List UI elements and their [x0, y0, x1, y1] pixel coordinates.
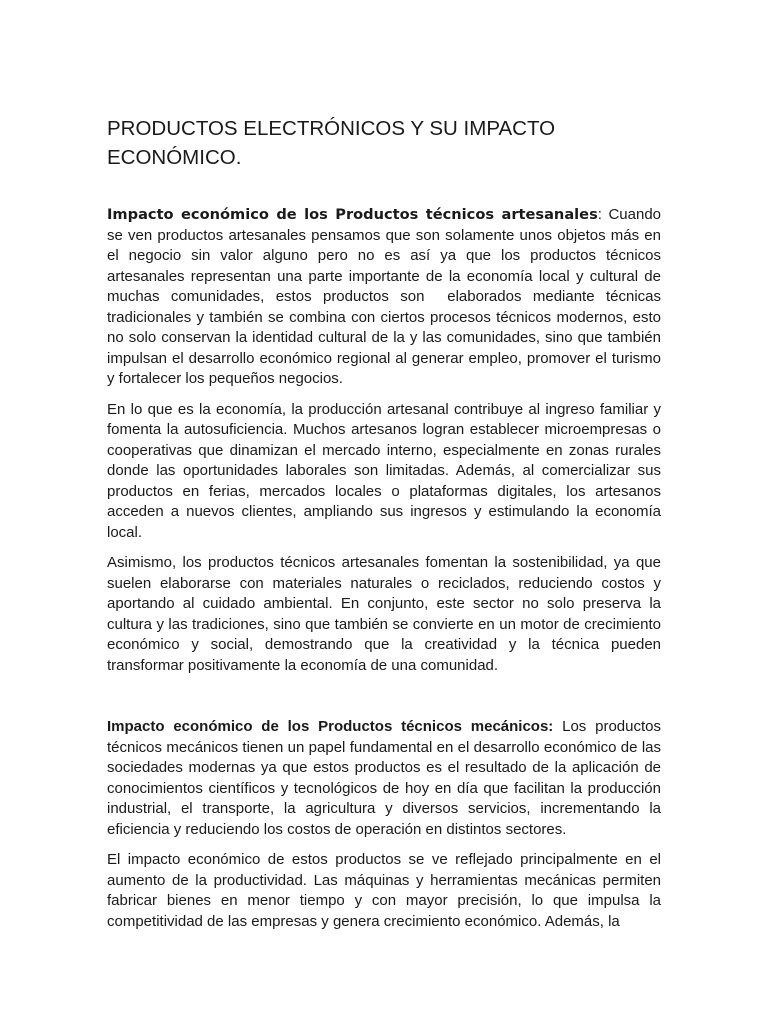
paragraph-artesanales-intro [107, 205, 666, 390]
paragraph-productividad: El impacto económico de estos productos se ve reflejado principalmente en el aumento de la productividad. Las máquinas y herramientas mecánicas permiten fabricar bienes en menor tiempo y con mayor precisión, lo que impulsa la competitividad de las empresas y genera crecimiento económico. Además, la [107, 851, 666, 930]
paragraph-sostenibilidad: Asimismo, los productos técnicos artesanales fomentan la sostenibilidad, ya que suelen elaborarse con materiales naturales o reciclados, reduciendo costos y aportando al cuidado ambiental. En conjunto, este sector no solo preserva la cultura y las tradiciones, sino que también se convierte en un motor de crecimiento económico y social, demostrando que la creatividad y la técnica pueden transformar positivamente la economía de una comunidad. [107, 554, 666, 674]
section-heading-mecanicos: Impacto económico de los Productos técnicos mecánicos: [107, 718, 554, 735]
section-heading-artesanales-colon: : [597, 206, 602, 223]
paragraph-mecanicos-intro [107, 717, 666, 840]
paragraph-mecanicos-intro-text: Los productos técnicos mecánicos tienen un papel fundamental en el desarrollo económico de las sociedades modernas ya que estos productos es el resultado de la aplicación de conocimientos científicos y tecnológicos de hoy en día que facilitan la producción industrial, el transporte, la agricultura y diversos servicios, incrementando la eficiencia y reduciendo los costos de operación en distintos sectores. [107, 718, 666, 838]
document-title: PRODUCTOS ELECTRÓNICOS Y SU IMPACTO ECONÓMICO. [107, 117, 556, 169]
paragraph-economia-artesanal: En lo que es la economía, la producción artesanal contribuye al ingreso familiar y fomenta la autosuficiencia. Muchos artesanos logran establecer microempresas o cooperativas que dinamizan el mercado interno, especialmente en zonas rurales donde las oportunidades laborales son limitadas. Además, al comercializar sus productos en ferias, mercados locales o plataformas digitales, los artesanos acceden a nuevos clientes, ampliando sus ingresos y estimulando la economía local. [107, 400, 666, 541]
document-body [107, 205, 666, 942]
paragraph-artesanales-intro-text: Cuando se ven productos artesanales pensamos que son solamente unos objetos más en el negocio sin valor alguno pero no es así ya que los productos técnicos artesanales representan una parte importante de la economía local y cultural de muchas comunidades, estos productos son elaborados mediante técnicas tradicionales y también se combina con ciertos procesos técnicos modernos, esto no solo conservan la identidad cultural de la y las comunidades, sino que también impulsan el desarrollo económico regional al generar empleo, promover el turismo y fortalecer los pequeños negocios. [107, 206, 666, 387]
section-heading-artesanales: Impacto económico de los Productos técnicos artesanales [107, 206, 598, 223]
